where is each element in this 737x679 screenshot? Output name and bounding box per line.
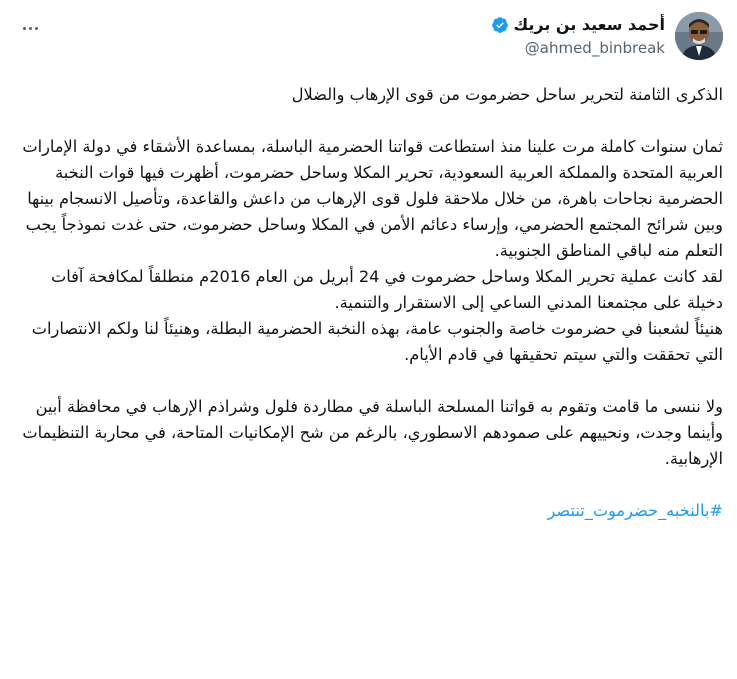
- more-dot-icon: [35, 27, 38, 30]
- name-row: [491, 14, 665, 36]
- more-dot-icon: [29, 27, 32, 30]
- paragraph-gap: [14, 368, 723, 394]
- more-dot-icon: [23, 27, 26, 30]
- hashtag-link[interactable]: #بالنخبه_حضرموت_تنتصر: [547, 501, 723, 520]
- verified-badge-icon: [491, 16, 509, 34]
- tweet-paragraph-4: ولا ننسى ما قامت وتقوم به قواتنا المسلحة الباسلة في مطاردة فلول وشراذم الإرهاب في محافظة أبين وأينما وجدت، ونحييهم على صمودهم الاسطوري، بالرغم من شح الإمكانيات المتاحة، في محاربة التنظيمات الإرهابية.: [22, 397, 723, 468]
- paragraph-gap: [14, 108, 723, 134]
- tweet-paragraph-1: ثمان سنوات كاملة مرت علينا منذ استطاعت قواتنا الحضرمية الباسلة، بمساعدة الأشقاء في دولة الإمارات العربية المتحدة والمملكة العربية السعودية، تحرير المكلا وساحل حضرموت، أظهرت فيها قوات النخبة الحضرمية نجاحات باهرة، من خلال ملاحقة فلول قوى الإرهاب من داعش والقاعدة، وتأصيل الانسجام بينها وبين شرائح المجتمع الحضرمي، وإرساء دعائم الأمن في المكلا وساحل حضرموت، حتى غدت نموذجاً يجب التعلم منه لباقي المناطق الجنوبية.: [22, 137, 723, 260]
- more-options-button[interactable]: [16, 14, 44, 42]
- avatar[interactable]: [675, 12, 723, 60]
- tweet-header: [14, 12, 723, 60]
- tweet-text: [14, 82, 723, 524]
- display-name[interactable]: أحمد سعيد بن بريك: [513, 15, 665, 34]
- author-block: [491, 14, 665, 58]
- tweet-paragraph-2: لقد كانت عملية تحرير المكلا وساحل حضرموت في 24 أبريل من العام 2016م منطلقاً لمكافحة آفات دخيلة على مجتمعنا المدني الساعي إلى الاستقرار والتنمية.: [50, 267, 723, 312]
- avatar-photo-icon: [675, 12, 723, 60]
- handle[interactable]: @ahmed_binbreak: [524, 39, 665, 57]
- tweet-title-line: الذكرى الثامنة لتحرير ساحل حضرموت من قوى الإرهاب والضلال: [291, 85, 723, 104]
- tweet-paragraph-3: هنيئاً لشعبنا في حضرموت خاصة والجنوب عامة، بهذه النخبة الحضرمية البطلة، وهنيئاً لنا ولكم الانتصارات التي تحققت والتي سيتم تحقيقها في قادم الأيام.: [31, 319, 723, 364]
